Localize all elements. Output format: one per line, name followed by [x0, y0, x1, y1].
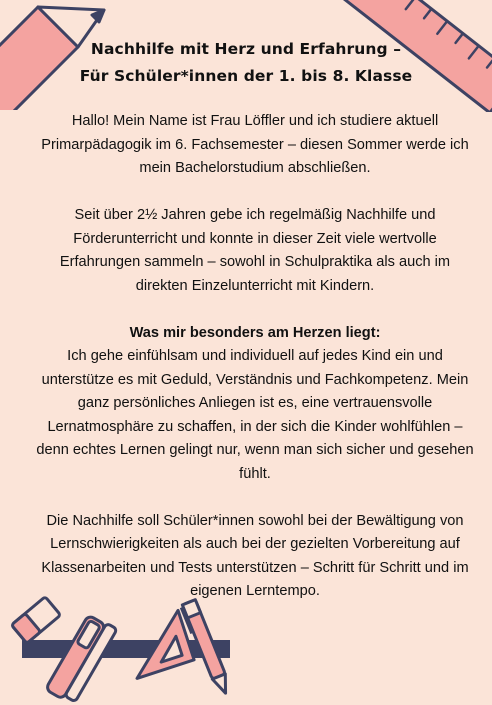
- experience-paragraph: Seit über 2½ Jahren gebe ich regelmäßig Nachhilfe und Förderunterricht und konnte in dieser Zeit viele wertvolle Erfahrungen sammeln – sowohl in Schulpraktika als auch im direkten Einzelunterricht mit Kindern.: [59, 207, 451, 294]
- goal-paragraph: Die Nachhilfe soll Schüler*innen sowohl bei der Bewältigung von Lernschwierigkeiten als auch bei der gezielten Vorbereitung auf Klassenarbeiten und Tests unterstützen – Schritt für Schritt und im eigenen Lerntempo.: [41, 512, 469, 599]
- title-line-2: Für Schüler*innen der 1. bis 8. Klasse: [79, 67, 413, 85]
- heart-paragraph: Ich gehe einfühlsam und individuell auf jedes Kind ein und unterstütze es mit Geduld, Verständnis und Fachkompetenz. Mein ganz persönliches Anliegen ist es, eine vertrauensvolle Lernatmosphäre zu schaffen, in der sich die Kinder wohlfühlen – denn echtes Lernen gelingt nur, wenn man sich sicher und gesehen fühlt.: [36, 348, 474, 482]
- intro-paragraph: Hallo! Mein Name ist Frau Löffler und ich studiere aktuell Primarpädagogik im 6. Fachsemester – diesen Sommer werde ich mein Bachelorstudium abschließen.: [41, 113, 469, 176]
- body-text: [36, 110, 474, 627]
- page-title: [0, 36, 492, 90]
- heart-section: [36, 322, 474, 487]
- title-line-1: Nachhilfe mit Herz und Erfahrung –: [90, 40, 402, 58]
- heart-heading: Was mir besonders am Herzen liegt:: [129, 324, 381, 341]
